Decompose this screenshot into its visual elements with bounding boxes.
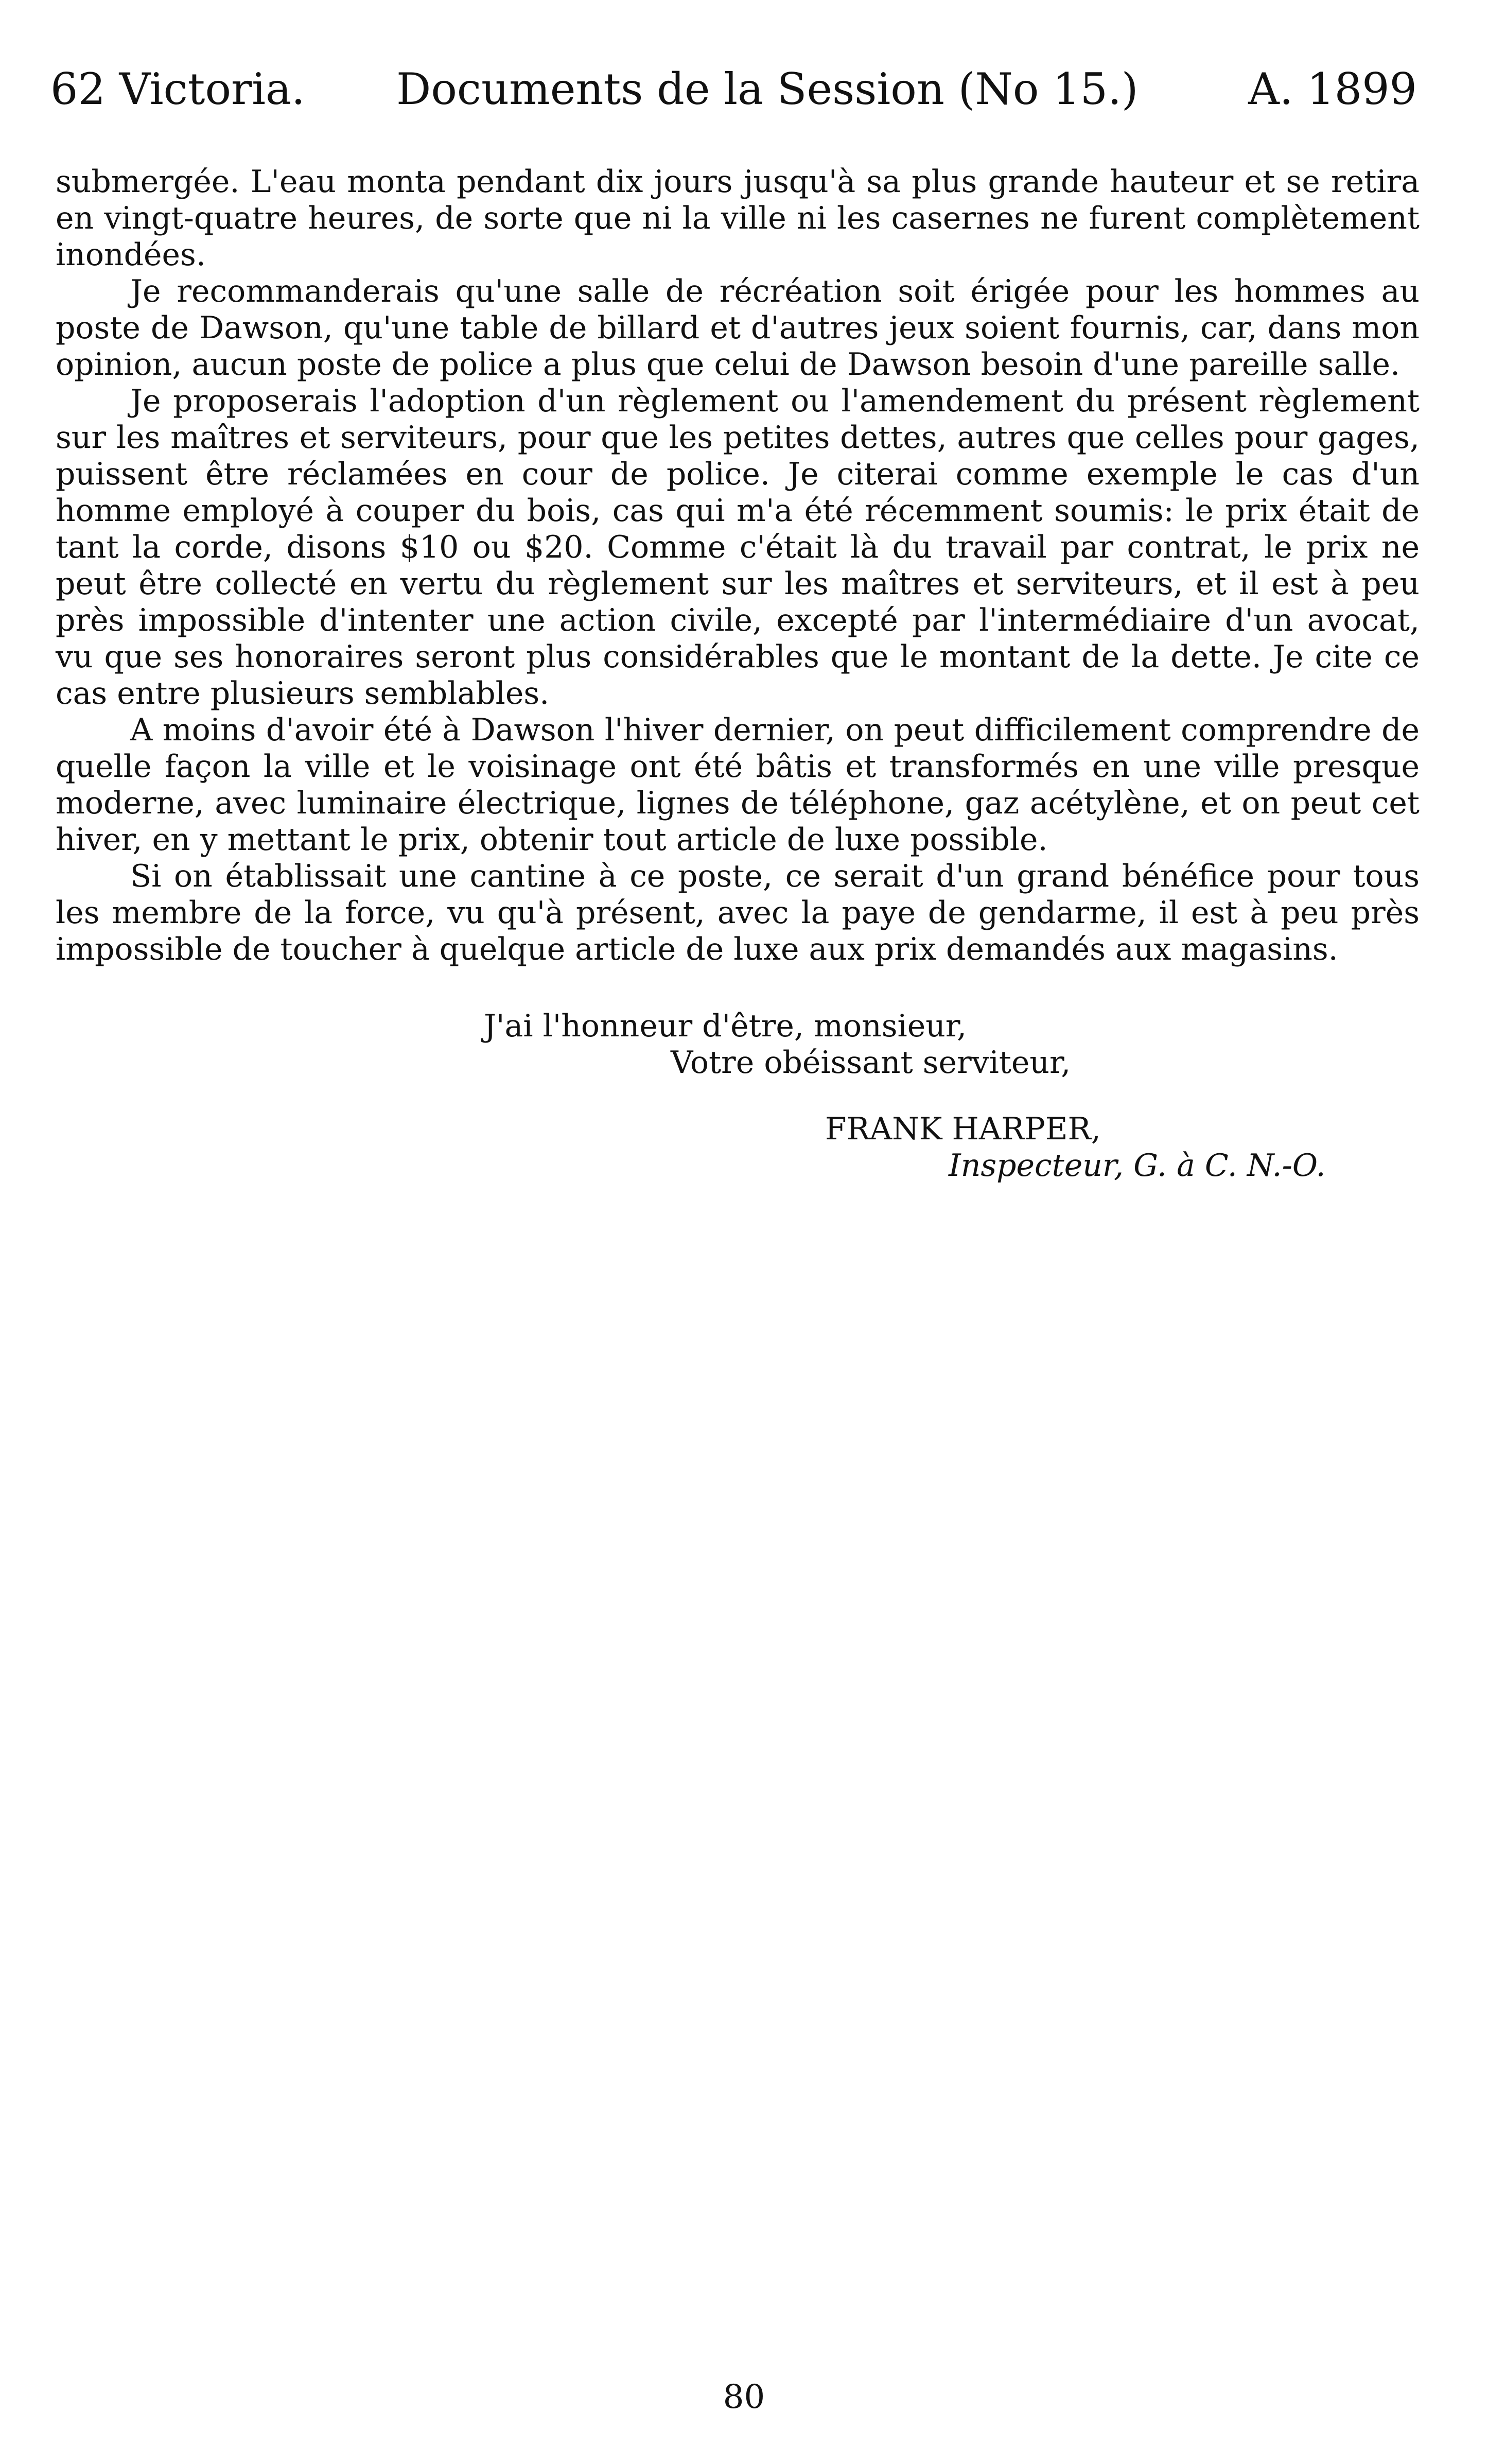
paragraph: Si on établissait une cantine à ce poste, ce serait d'un grand bénéfice pour tous les membre de la force, vu qu'à présent, avec la paye de gendarme, il est à peu près impossible de toucher à quelque article de luxe aux prix demandés aux magasins. [56,858,1420,967]
paragraph: submergée. L'eau monta pendant dix jours jusqu'à sa plus grande hauteur et se retira en vingt-quatre heures, de sorte que ni la ville ni les casernes ne furent complètement inondées. [56,164,1420,273]
closing-greeting: J'ai l'honneur d'être, monsieur, [484,1008,967,1044]
signatory-title: Inspecteur, G. à C. N.-O. [949,1148,1326,1184]
closing-servant: Votre obéissant serviteur, [671,1045,1071,1081]
body-text [56,164,1420,968]
header-session-year: 62 Victoria. [50,64,305,114]
header-year: A. 1899 [1248,64,1417,114]
page-header [50,61,1417,117]
paragraph: Je proposerais l'adoption d'un règlement ou l'amendement du présent règlement sur les maîtres et serviteurs, pour que les petites dettes, autres que celles pour gages, puissent être réclamées en cour de police. Je citerai comme exemple le cas d'un homme employé à couper du bois, cas qui m'a été récemment soumis: le prix était de tant la corde, disons $10 ou $20. Comme c'était là du travail par contrat, le prix ne peut être collecté en vertu du règlement sur les maîtres et serviteurs, et il est à peu près impossible d'intenter une action civile, excepté par l'intermédiaire d'un avocat, vu que ses honoraires seront plus considérables que le montant de la dette. Je cite ce cas entre plusieurs semblables. [56,383,1420,712]
signatory-name: FRANK HARPER, [825,1111,1101,1147]
header-document-title: Documents de la Session (No 15.) [396,64,1139,114]
page-number: 80 [723,2378,765,2416]
paragraph: A moins d'avoir été à Dawson l'hiver dernier, on peut difficilement comprendre de quelle façon la ville et le voisinage ont été bâtis et transformés en une ville presque moderne, avec luminaire électrique, lignes de téléphone, gaz acétylène, et on peut cet hiver, en y mettant le prix, obtenir tout article de luxe possible. [56,712,1420,858]
paragraph: Je recommanderais qu'une salle de récréation soit érigée pour les hommes au poste de Dawson, qu'une table de billard et d'autres jeux soient fournis, car, dans mon opinion, aucun poste de police a plus que celui de Dawson besoin d'une pareille salle. [56,273,1420,383]
